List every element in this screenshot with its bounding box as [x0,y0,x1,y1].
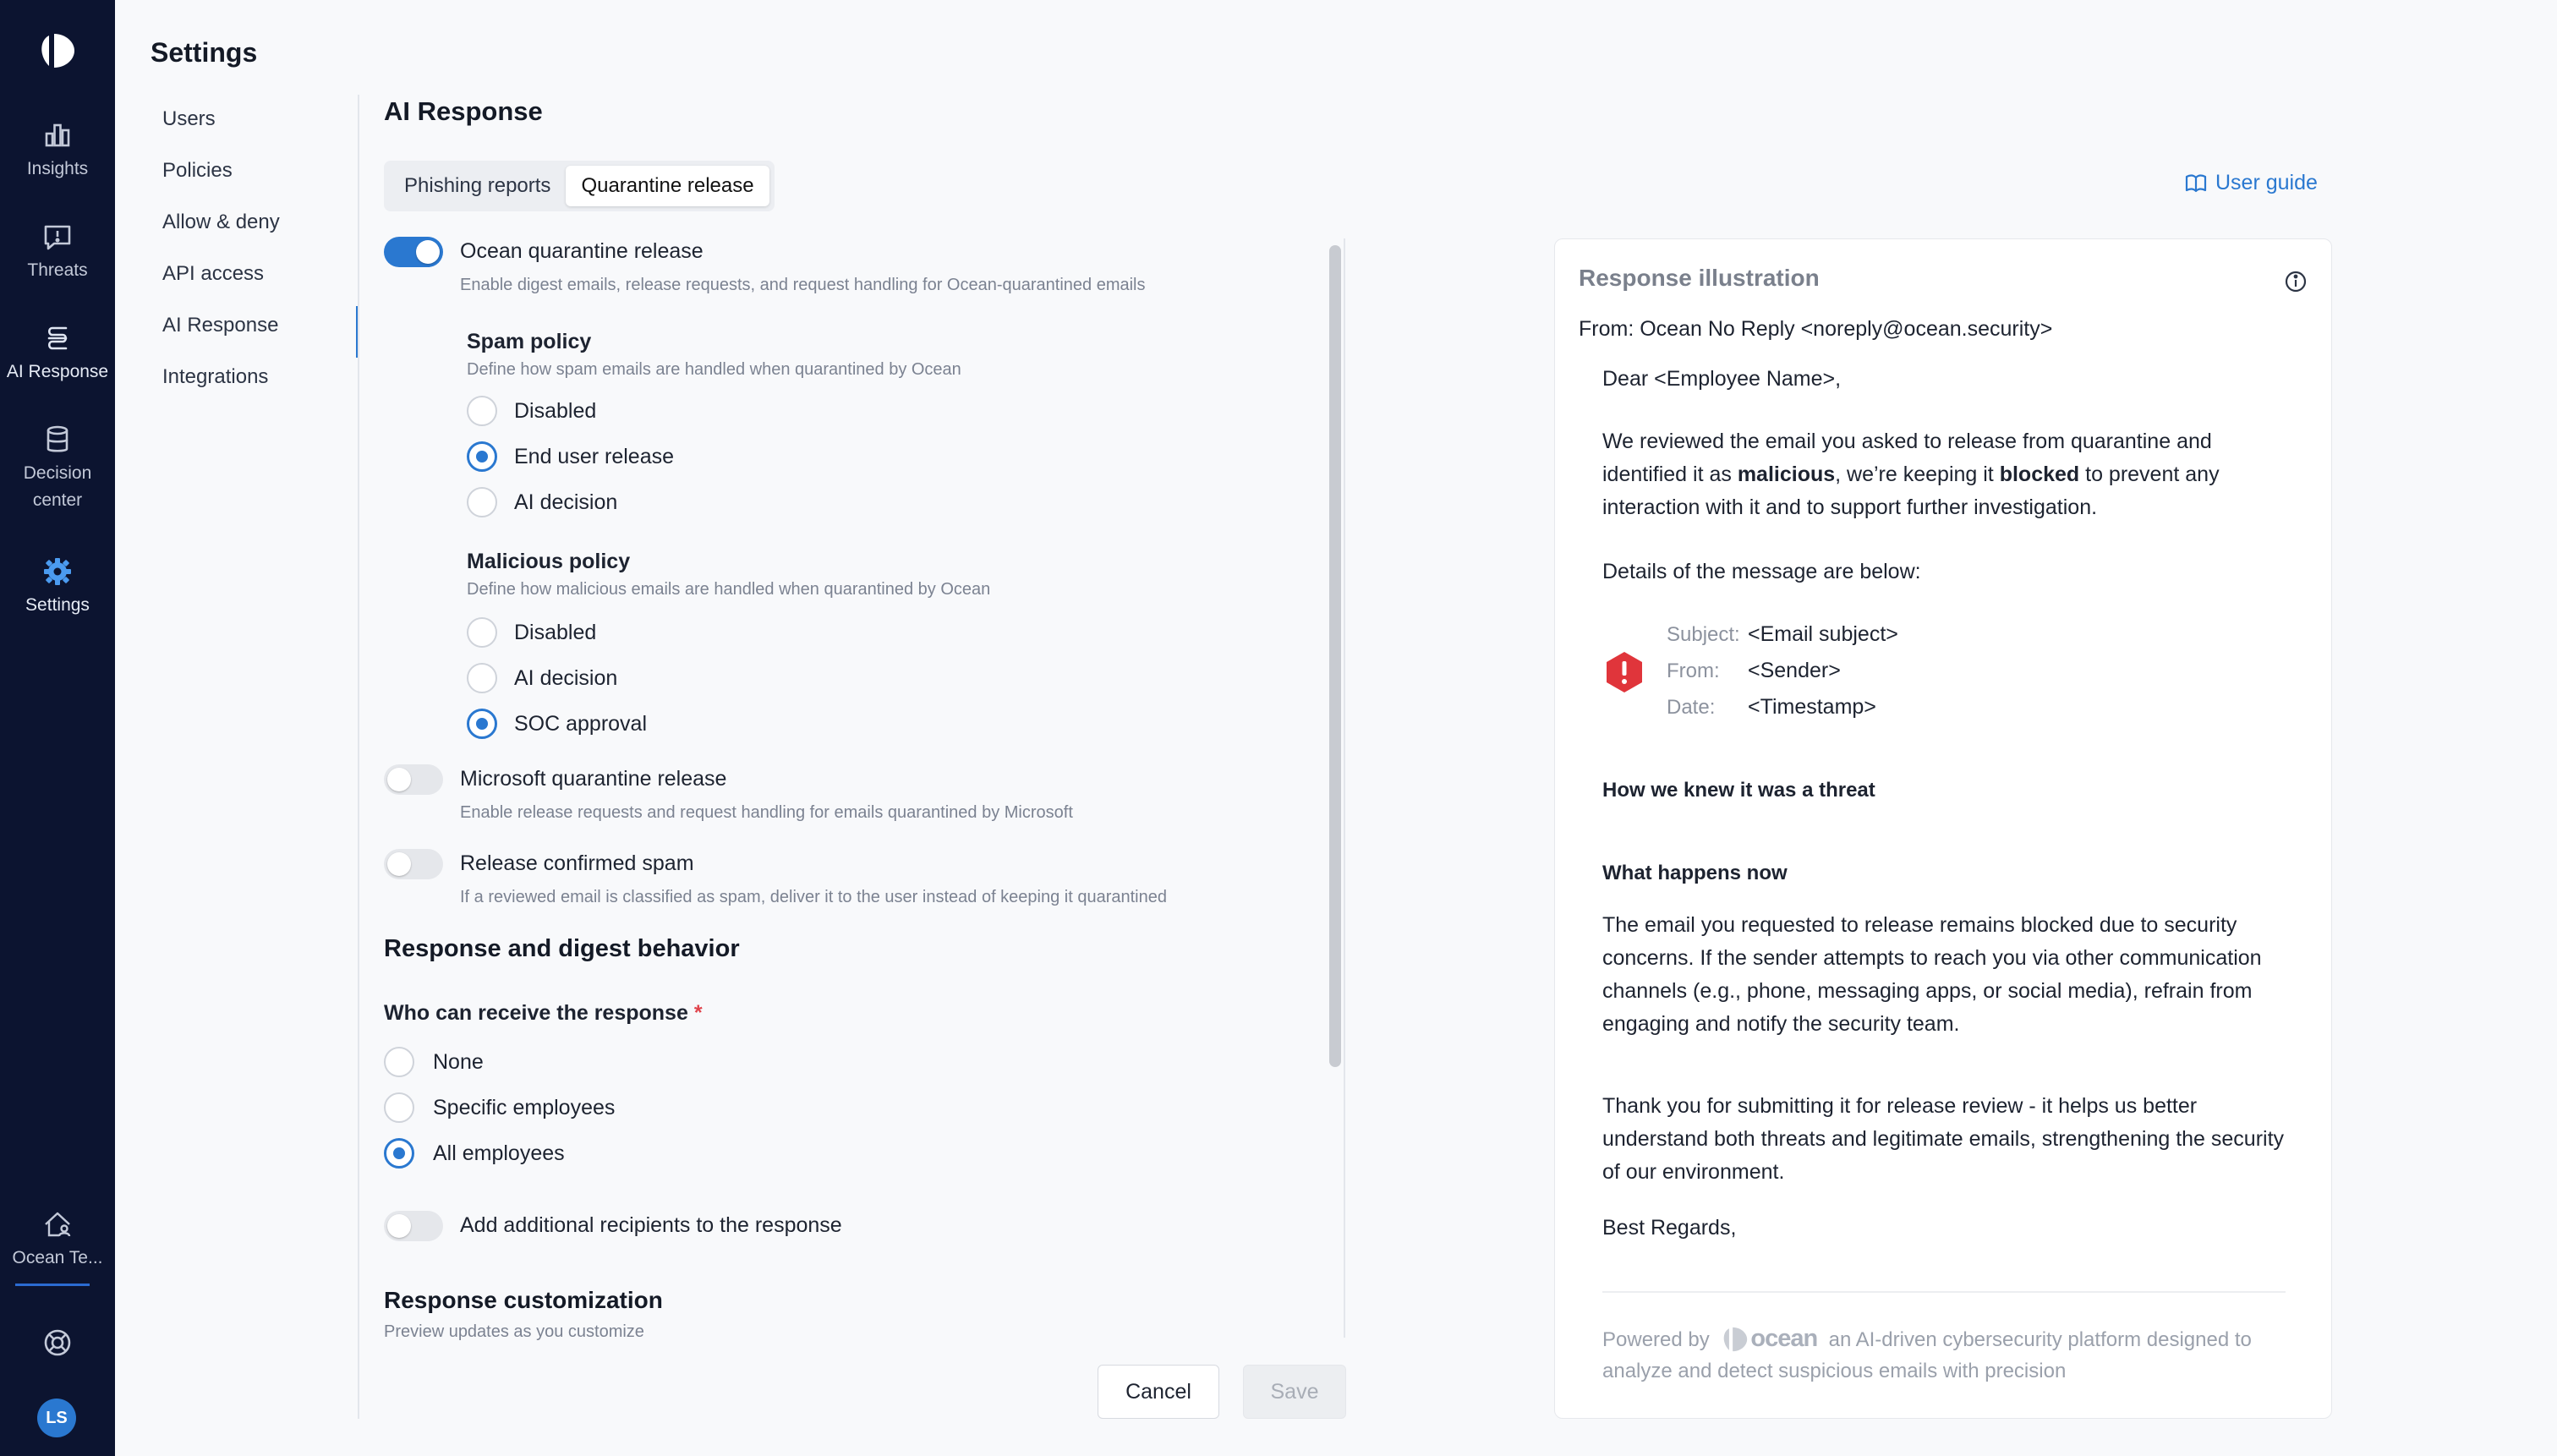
p1-malicious: malicious [1737,463,1836,486]
settings-nav-users[interactable]: Users [162,107,216,130]
powered-by-label: Powered by [1602,1328,1710,1351]
recipient-radio-all-employees[interactable] [384,1138,414,1169]
info-icon[interactable] [2284,270,2308,293]
avatar[interactable]: LS [37,1399,76,1437]
malicious-option-label: AI decision [514,666,618,690]
user-guide-link[interactable] [2185,171,2318,195]
settings-nav-ai-response[interactable]: AI Response [151,306,359,358]
rail-item-threats[interactable] [0,220,115,284]
settings-nav-integrations[interactable]: Integrations [162,365,269,388]
malicious-radio-disabled[interactable] [467,617,497,648]
malicious-policy-desc: Define how malicious emails are handled when quarantined by Ocean [467,580,991,599]
ocean-release-desc: Enable digest emails, release requests, and request handling for Ocean-quarantined emails [460,276,1146,294]
rail-item-decision-center[interactable] [0,423,115,514]
tab-phishing-reports[interactable]: Phishing reports [404,174,551,197]
tab-quarantine-release[interactable]: Quarantine release [566,166,769,206]
meta-from-value: <Sender> [1748,659,1841,682]
ocean-logo-icon [1720,1325,1750,1354]
recipient-option-label: Specific employees [433,1096,616,1119]
recipient-option-label: None [433,1050,484,1074]
rail-item-ai-response[interactable] [0,321,115,386]
workspace-name: Ocean Te... [12,1248,103,1267]
settings-title: Settings [151,37,258,68]
workspace-switcher[interactable] [0,1207,115,1272]
gear-icon [41,555,74,588]
toggle-knob [387,1214,411,1238]
help-icon[interactable] [41,1326,74,1360]
mail-details-intro: Details of the message are below: [1602,560,1921,583]
spam-radio-ai-decision[interactable] [467,487,497,517]
required-mark: * [693,1001,703,1025]
rail-label: Settings [25,595,90,615]
app-rail [0,0,115,1456]
ai-response-icon [41,321,74,355]
page-title: AI Response [384,96,543,126]
meta-from-key: From: [1667,660,1720,682]
rail-label: Insights [26,159,89,178]
who-receives-label [384,1001,703,1026]
release-spam-desc: If a reviewed email is classified as spam, deliver it to the user instead of keeping it quarantined [460,888,1167,906]
rail-label: AI Response [6,362,109,381]
spam-radio-end-user-release[interactable] [467,441,497,472]
ocean-release-label: Ocean quarantine release [460,239,704,263]
customization-title: Response customization [384,1287,663,1313]
malicious-radio-soc-approval[interactable] [467,709,497,739]
rail-item-insights[interactable] [0,118,115,183]
microsoft-release-label: Microsoft quarantine release [460,767,727,791]
malicious-radio-ai-decision[interactable] [467,663,497,693]
meta-date-key: Date: [1667,696,1716,719]
book-icon [2185,173,2207,194]
save-button[interactable]: Save [1243,1365,1346,1419]
illustration-title: Response illustration [1579,265,1820,291]
illustration-from-line: From: Ocean No Reply <noreply@ocean.security> [1579,317,2053,341]
malicious-policy-title: Malicious policy [467,550,631,573]
settings-nav-allow-deny[interactable]: Allow & deny [162,211,280,233]
alert-hexagon-icon [1602,650,1646,694]
spam-policy-desc: Define how spam emails are handled when quarantined by Ocean [467,360,961,379]
ocean-release-toggle[interactable] [384,237,443,267]
malicious-option-label: SOC approval [514,712,648,736]
mail-greeting: Dear <Employee Name>, [1602,367,1842,391]
additional-recipients-toggle[interactable] [384,1211,443,1241]
spam-option-label: Disabled [514,399,597,423]
digest-section-title: Response and digest behavior [384,935,740,962]
cancel-button[interactable]: Cancel [1098,1365,1219,1419]
powered-by-footer [1602,1323,2296,1387]
ocean-wordmark: ocean [1750,1325,1818,1352]
rail-divider [15,1284,90,1286]
toggle-knob [416,240,440,264]
rail-label: Decision [23,463,92,483]
meta-date-value: <Timestamp> [1748,695,1876,719]
bar-chart-icon [41,118,74,152]
mail-signoff: Best Regards, [1602,1216,1737,1240]
scroll-track [1344,238,1345,1338]
nav-divider [358,95,359,1419]
spam-option-label: AI decision [514,490,618,514]
rail-label: Threats [27,260,88,280]
settings-nav [151,100,359,409]
spam-policy-title: Spam policy [467,330,592,353]
rail-item-settings[interactable] [0,555,115,619]
mail-paragraph-1 [1602,425,2296,524]
user-guide-label: User guide [2215,171,2318,194]
recipient-radio-none[interactable] [384,1047,414,1077]
spam-radio-disabled[interactable] [467,396,497,426]
database-icon [41,423,74,457]
form-scrollbar[interactable] [1329,245,1341,1067]
tab-bar [384,161,775,211]
release-spam-toggle[interactable] [384,849,443,879]
additional-recipients-label: Add additional recipients to the response [460,1213,842,1237]
p1-a: We reviewed the email you asked to release from quarantine and identified it as [1602,430,2212,486]
alert-message-icon [41,220,74,254]
settings-nav-policies[interactable]: Policies [162,159,233,182]
p1-blocked: blocked [1999,463,2080,486]
home-user-icon [41,1207,74,1241]
rail-label-2: center [32,490,83,510]
recipient-option-label: All employees [433,1141,565,1165]
powered-tagline: an AI-driven cybersecurity platform designed to analyze and detect suspicious emails with precision [1602,1328,2252,1382]
release-spam-label: Release confirmed spam [460,851,694,875]
microsoft-release-toggle[interactable] [384,764,443,795]
response-illustration-card [1554,238,2332,1419]
card-divider [1602,1291,2286,1293]
mail-paragraph-3: Thank you for submitting it for release review - it helps us better understand both threats and legitimate emails, strengthening the security of our environment. [1602,1094,2285,1184]
meta-subject-value: <Email subject> [1748,622,1898,646]
malicious-option-label: Disabled [514,621,597,644]
toggle-knob [387,852,411,876]
ocean-logo-icon[interactable] [37,30,78,71]
recipient-radio-specific-employees[interactable] [384,1092,414,1123]
who-receives-text: Who can receive the response [384,1001,688,1025]
spam-option-label: End user release [514,445,675,468]
settings-nav-api-access[interactable]: API access [162,262,265,285]
what-happens-heading: What happens now [1602,862,1788,884]
meta-subject-key: Subject: [1667,623,1740,646]
p1-c: , we’re keeping it [1835,463,2000,486]
p1-e: to prevent any interaction with it and to support further investigation. [1602,463,2220,519]
microsoft-release-desc: Enable release requests and request handling for emails quarantined by Microsoft [460,803,1073,822]
toggle-knob [387,768,411,791]
customization-desc: Preview updates as you customize [384,1322,644,1341]
mail-paragraph-2: The email you requested to release remains blocked due to security concerns. If the sender attempts to reach you via other communication channels (e.g., phone, messaging apps, or social media), refrain from engaging and notify the security team. [1602,913,2262,1036]
how-we-knew-heading: How we knew it was a threat [1602,779,1875,802]
